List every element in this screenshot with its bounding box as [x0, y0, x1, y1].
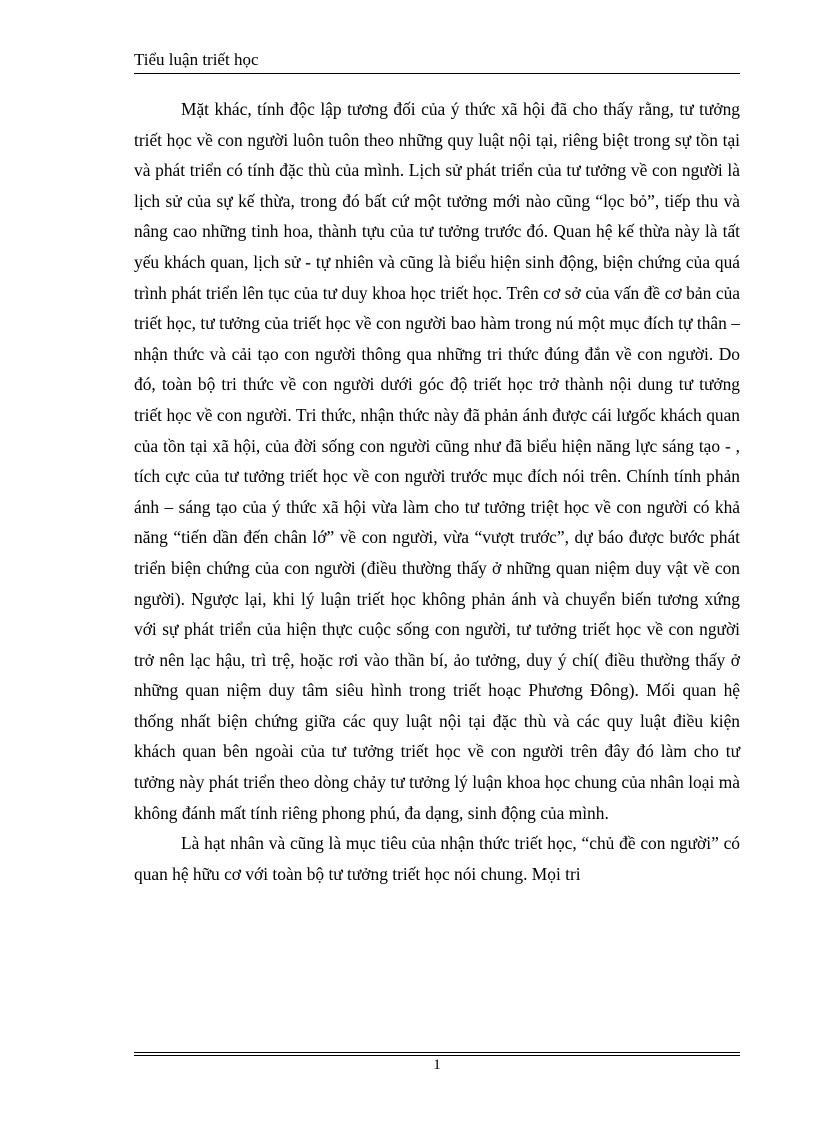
page-number: 1 [433, 1057, 441, 1073]
footer-rule-top [134, 1052, 740, 1053]
paragraph-2: Là hạt nhân và cũng là mục tiêu của nhận thức triết học, “chủ đề con người” có quan hệ hữu cơ với toàn bộ tư tưởng triết học nói chung. Mọi tri [134, 833, 740, 884]
body-text [134, 94, 740, 889]
header-title: Tiểu luận triết học [134, 50, 259, 69]
paragraph-1: Mặt khác, tính độc lập tương đối của ý thức xã hội đã cho thấy rằng, tư tưởng triết học về con người luôn tuôn theo những quy luật nội tại, riêng biệt trong sự tồn tại và phát triển có tính đặc thù của mình. Lịch sử phát triển của tư tưởng về con người là lịch sử của sự kế thừa, trong đó bất cứ một tưởng mới nào cũng “lọc bỏ”, tiếp thu và nâng cao những tinh hoa, thành tựu của tư tưởng trước đó. Quan hệ kế thừa này là tất yếu khách quan, lịch sử - tự nhiên và cũng là biểu hiện sinh động, biện chứng của quá trình phát triển lên tục của tư duy khoa học triết học. Trên cơ sở của vấn đề cơ bản của triết học, tư tưởng của triết học về con người bao hàm trong nú một mục đích tự thân – nhận thức và cải tạo con người thông qua những tri thức đúng đắn về con người. Do đó, toàn bộ tri thức về con người dưới góc độ triết học trở thành nội dung tư tưởng triết học về con người. Tri thức, nhận thức này đã phản ánh được cái lưgốc khách quan của tồn tại xã hội, của đời sống con người cũng như đã biểu hiện năng lực sáng tạo - , tích cực của tư tưởng triết học về con người trước mục đích nói trên. Chính tính phản ánh – sáng tạo của ý thức xã hội vừa làm cho tư tưởng triệt học về con người có khả năng “tiến dần đến chân lớ” về con người, vừa “vượt trước”, dự báo được bước phát triển biện chứng của con người (điều thường thấy ở những quan niệm duy vật về con người). Ngược lại, khi lý luận triết học không phản ánh và chuyển biến tương xứng với sự phát triển của hiện thực cuộc sống con người, tư tưởng triết học về con người trở nên lạc hậu, trì trệ, hoặc rơi vào thần bí, ảo tưởng, duy ý chí( điều thường thấy ở những quan niệm duy tâm siêu hình trong triết hoạc Phương Đông). Mối quan hệ thống nhất biện chứng giữa các quy luật nội tại đặc thù và các quy luật điều kiện khách quan bên ngoài của tư tưởng triết học về con người trên đây đó làm cho tư tưởng này phát triển theo dòng chảy tư tưởng lý luận khoa học chung của nhân loại mà không đánh mất tính riêng phong phú, đa dạng, sinh động của mình. [134, 99, 740, 823]
page-header [134, 49, 740, 74]
